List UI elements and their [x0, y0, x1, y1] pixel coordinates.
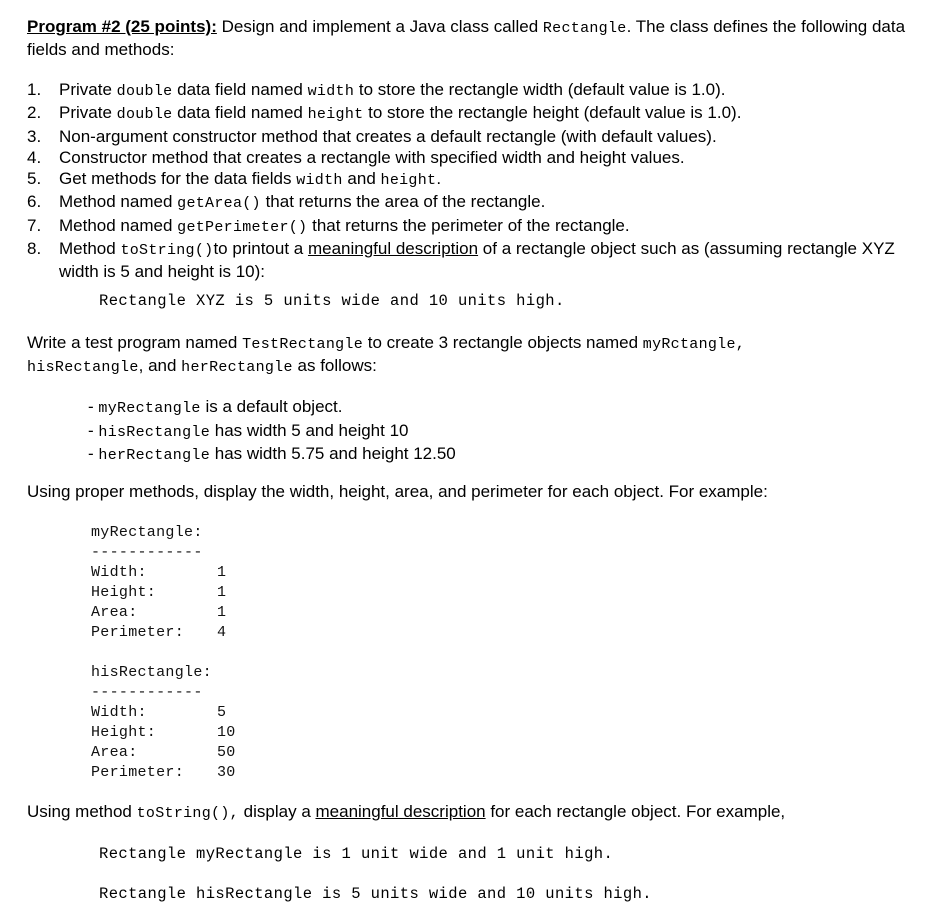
output-row: Perimeter: 4: [91, 624, 227, 641]
output-row: Height: 1: [91, 584, 227, 601]
list-item: - herRectangle has width 5.75 and height 12.50: [88, 444, 456, 464]
program-heading: Program #2 (25 points):: [27, 17, 217, 36]
intro-paragraph: Program #2 (25 points): Design and implement a Java class called Rectangle. The class defines the following data fields and methods:: [27, 17, 906, 59]
output-block-my-rectangle: myRectangle: ------------ Width: 1 Height: 1 Area: 1 Perimeter: 4: [91, 524, 227, 641]
objects-list: [88, 396, 456, 467]
output-row: Area: 50: [91, 744, 236, 761]
output-row: Width: 5: [91, 704, 227, 721]
list-item: 7. Method named getPerimeter() that returns the perimeter of the rectangle.: [27, 215, 630, 236]
display-instructions: Using proper methods, display the width, height, area, and perimeter for each object. For example:: [27, 482, 768, 501]
list-item: 3. Non-argument constructor method that creates a default rectangle (with default values).: [27, 126, 717, 146]
tostring-example: Rectangle XYZ is 5 units wide and 10 units high.: [99, 292, 565, 310]
output-row: Width: 1: [91, 564, 227, 581]
tostring-example-his-rectangle: Rectangle hisRectangle is 5 units wide and 10 units high.: [99, 885, 652, 903]
list-item: - hisRectangle has width 5 and height 10: [88, 420, 409, 441]
test-program-name: TestRectangle: [242, 336, 364, 353]
tostring-example-my-rectangle: Rectangle myRectangle is 1 unit wide and 1 unit high.: [99, 845, 614, 863]
requirements-list: [27, 79, 917, 283]
tostring-instructions: Using method toString(), display a meaningful description for each rectangle object. For example,: [27, 802, 786, 822]
output-row: Height: 10: [91, 724, 236, 741]
test-program-paragraph: Write a test program named TestRectangle to create 3 rectangle objects named myRctangle, hisRectangle, and herRectangle as follows:: [27, 333, 746, 376]
meaningful-description-link: meaningful description: [315, 802, 486, 821]
list-item: - myRectangle is a default object.: [88, 397, 343, 417]
output-row: Perimeter: 30: [91, 764, 236, 781]
output-block-his-rectangle: hisRectangle: ------------ Width: 5 Height: 10 Area: 50 Perimeter: 30: [91, 664, 236, 781]
list-item: 5. Get methods for the data fields width and height.: [27, 169, 442, 190]
list-item: 4. Constructor method that creates a rectangle with specified width and height values.: [27, 147, 685, 167]
meaningful-description-link: meaningful description: [307, 239, 479, 259]
list-item: 6. Method named getArea() that returns the area of the rectangle.: [27, 192, 546, 213]
class-name: Rectangle: [542, 20, 627, 37]
list-item: 8. Method toString()to printout a meaningful description of a rectangle object such as (assuming rectangle XYZ width is 5 and height is 10):: [27, 239, 895, 282]
list-item: 2. Private double data field named height to store the rectangle height (default value is 1.0).: [27, 103, 742, 124]
output-row: Area: 1: [91, 604, 227, 621]
list-item: 1. Private double data field named width to store the rectangle width (default value is 1.0).: [27, 80, 726, 100]
